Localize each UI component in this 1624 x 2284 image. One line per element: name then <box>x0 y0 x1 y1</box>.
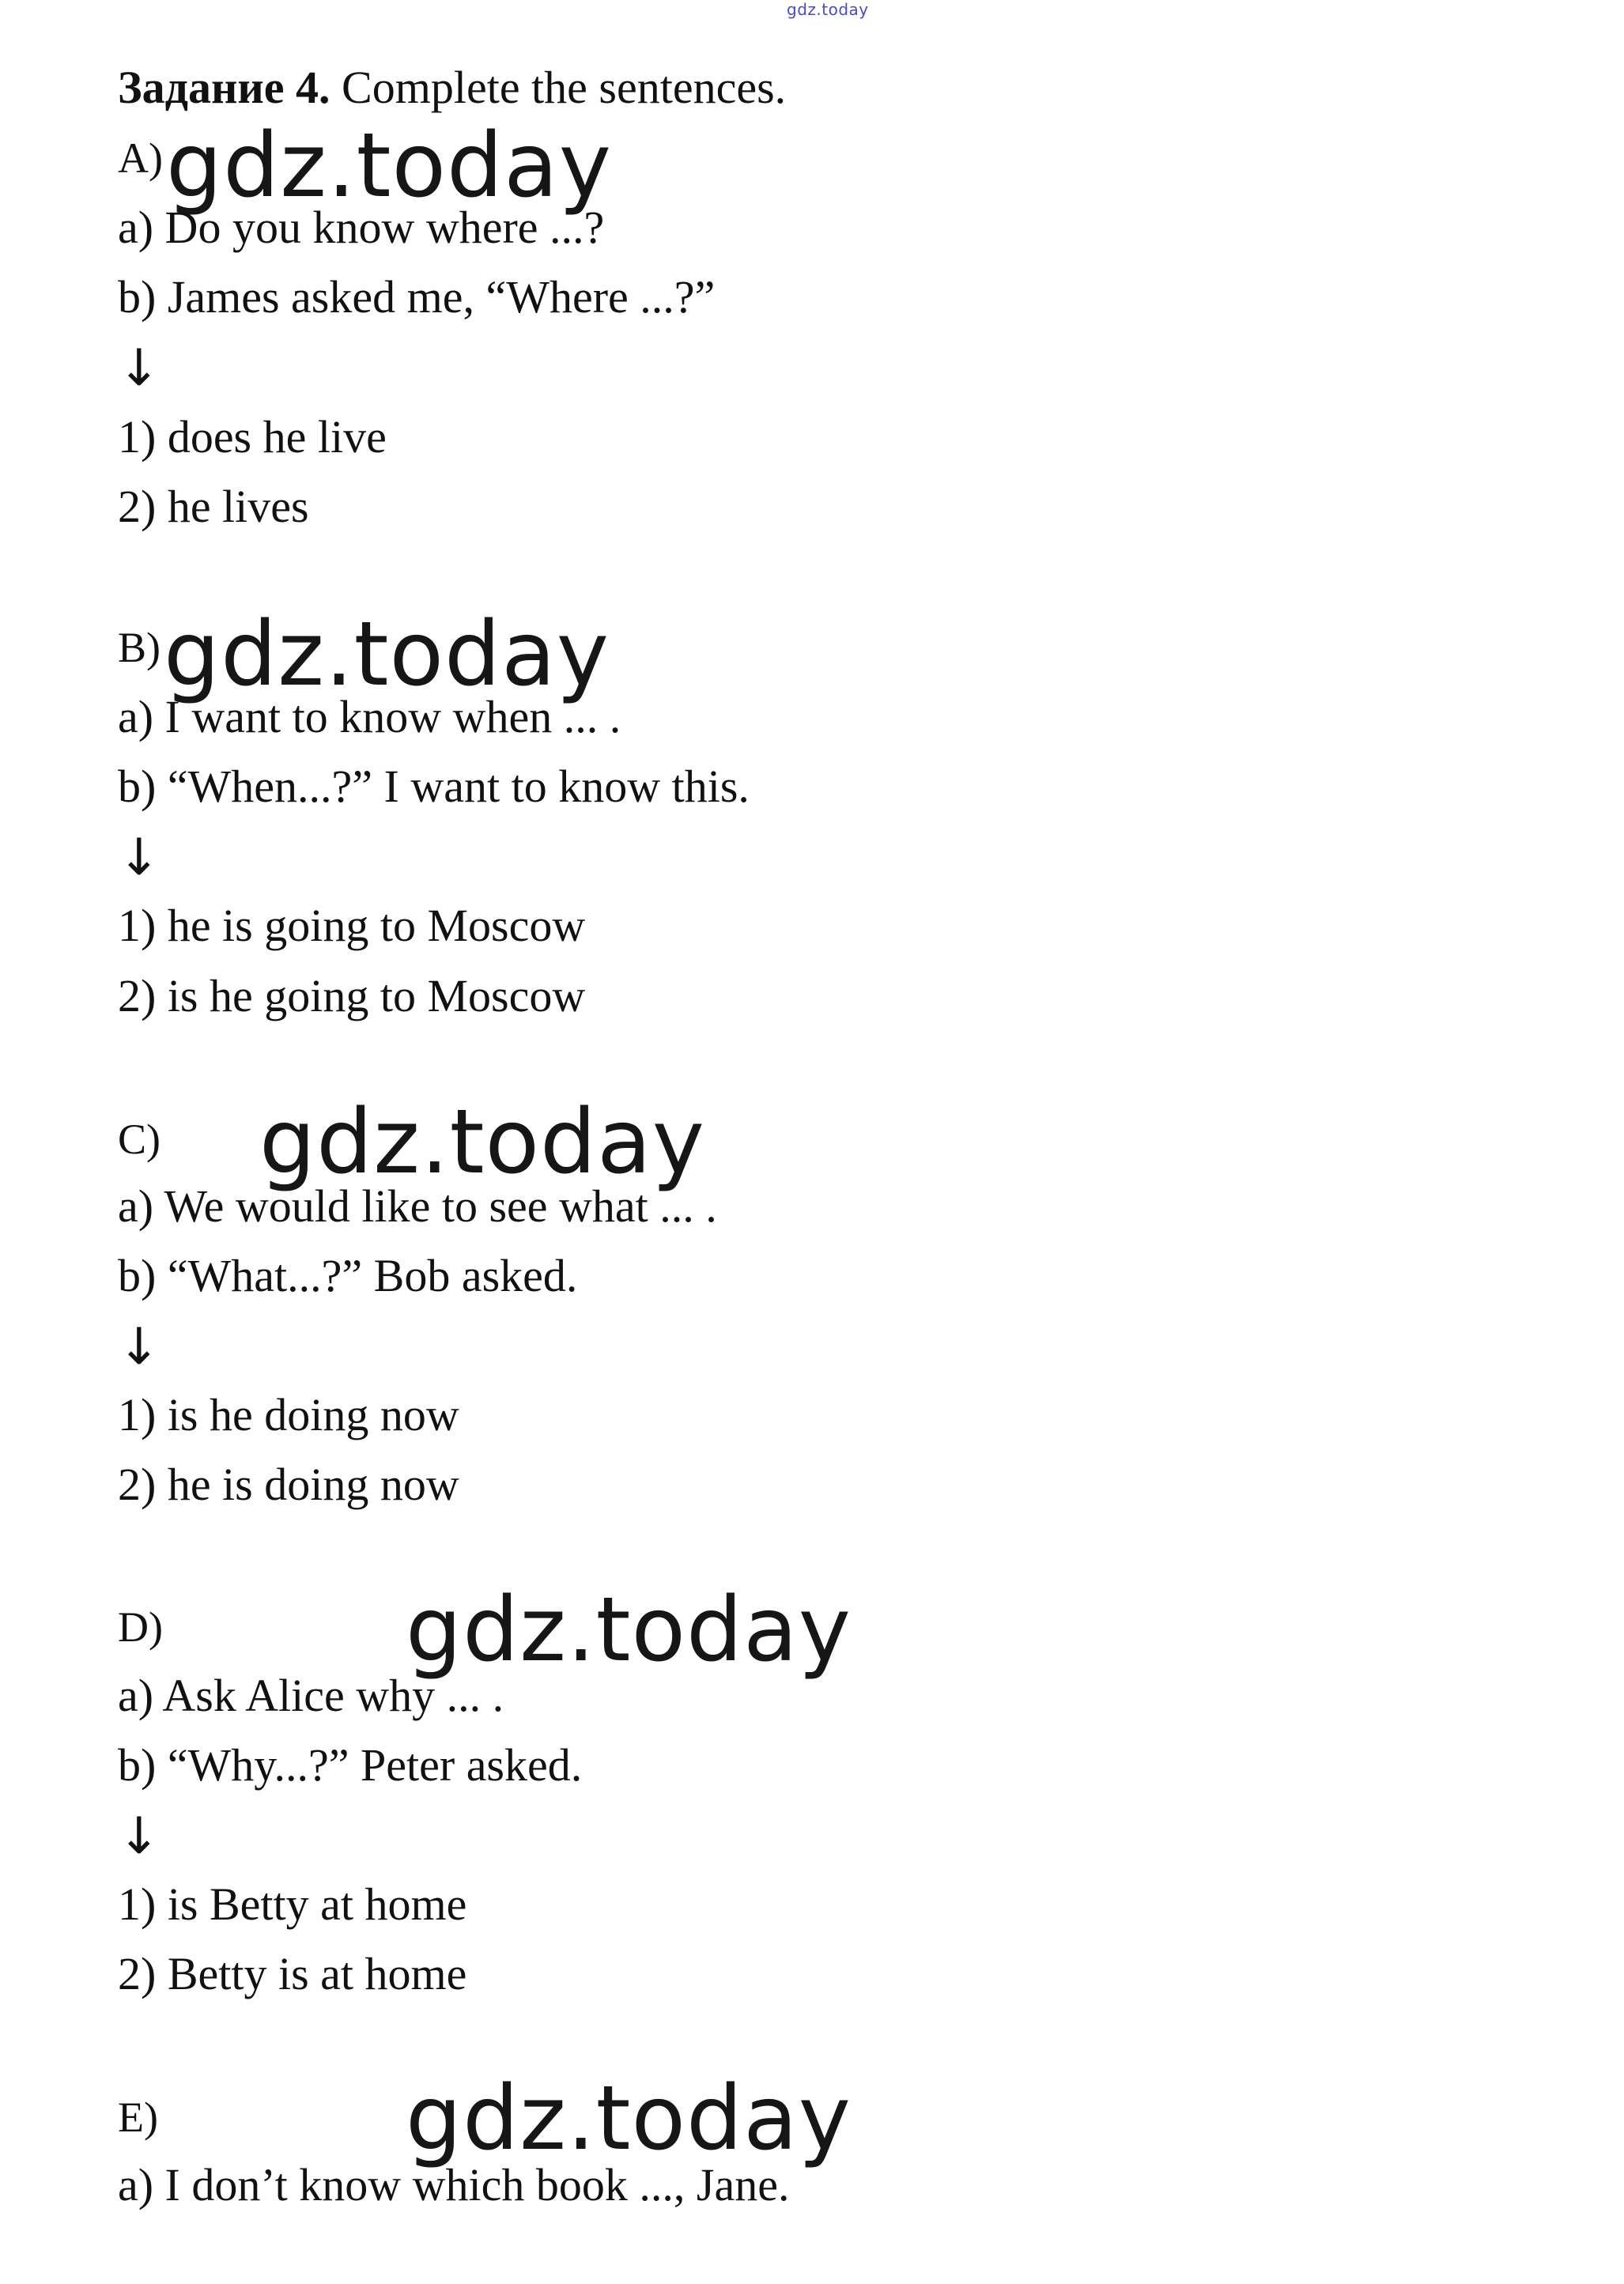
exercise-instruction: Complete the sentences. <box>330 62 787 113</box>
section-c-sentence-b: b) “What...?” Bob asked. <box>118 1250 578 1301</box>
section-e-sentence-a: a) I don’t know which book ..., Jane. <box>118 2159 790 2210</box>
down-arrow-icon: ↓ <box>118 1318 161 1376</box>
section-b-option-1: 1) he is going to Moscow <box>118 900 586 951</box>
exercise-number: Задание 4. <box>118 62 330 113</box>
section-b-sentence-a: a) I want to know when ... . <box>118 691 621 742</box>
down-arrow-icon: ↓ <box>118 829 161 887</box>
section-c-sentence-a: a) We would like to see what ... . <box>118 1180 717 1232</box>
watermark-c: gdz.today <box>259 1091 706 1194</box>
watermark-a: gdz.today <box>166 115 613 217</box>
exercise-title <box>118 62 786 114</box>
section-a-sentence-a: a) Do you know where ...? <box>118 202 605 253</box>
watermark-e: gdz.today <box>406 2067 852 2170</box>
section-d-option-1: 1) is Betty at home <box>118 1878 467 1930</box>
section-e-label: E) <box>118 2093 158 2141</box>
down-arrow-icon: ↓ <box>118 339 161 398</box>
section-a-option-1: 1) does he live <box>118 411 387 462</box>
section-a-option-2: 2) he lives <box>118 481 309 532</box>
watermark-d: gdz.today <box>406 1579 852 1682</box>
section-a-label: A) <box>118 134 163 182</box>
section-c-label: C) <box>118 1116 161 1163</box>
section-d-sentence-a: a) Ask Alice why ... . <box>118 1670 504 1721</box>
section-c-option-2: 2) he is doing now <box>118 1459 459 1510</box>
section-d-sentence-b: b) “Why...?” Peter asked. <box>118 1739 583 1791</box>
section-a-sentence-b: b) James asked me, “Where ...?” <box>118 271 716 323</box>
section-d-option-2: 2) Betty is at home <box>118 1948 467 1999</box>
section-d-label: D) <box>118 1603 163 1651</box>
section-b-label: B) <box>118 624 161 671</box>
top-watermark-text: gdz.today <box>787 0 869 19</box>
section-b-option-2: 2) is he going to Moscow <box>118 970 586 1021</box>
watermark-b: gdz.today <box>164 603 610 706</box>
section-c-option-1: 1) is he doing now <box>118 1389 459 1440</box>
down-arrow-icon: ↓ <box>118 1807 161 1866</box>
section-b-sentence-b: b) “When...?” I want to know this. <box>118 761 750 812</box>
